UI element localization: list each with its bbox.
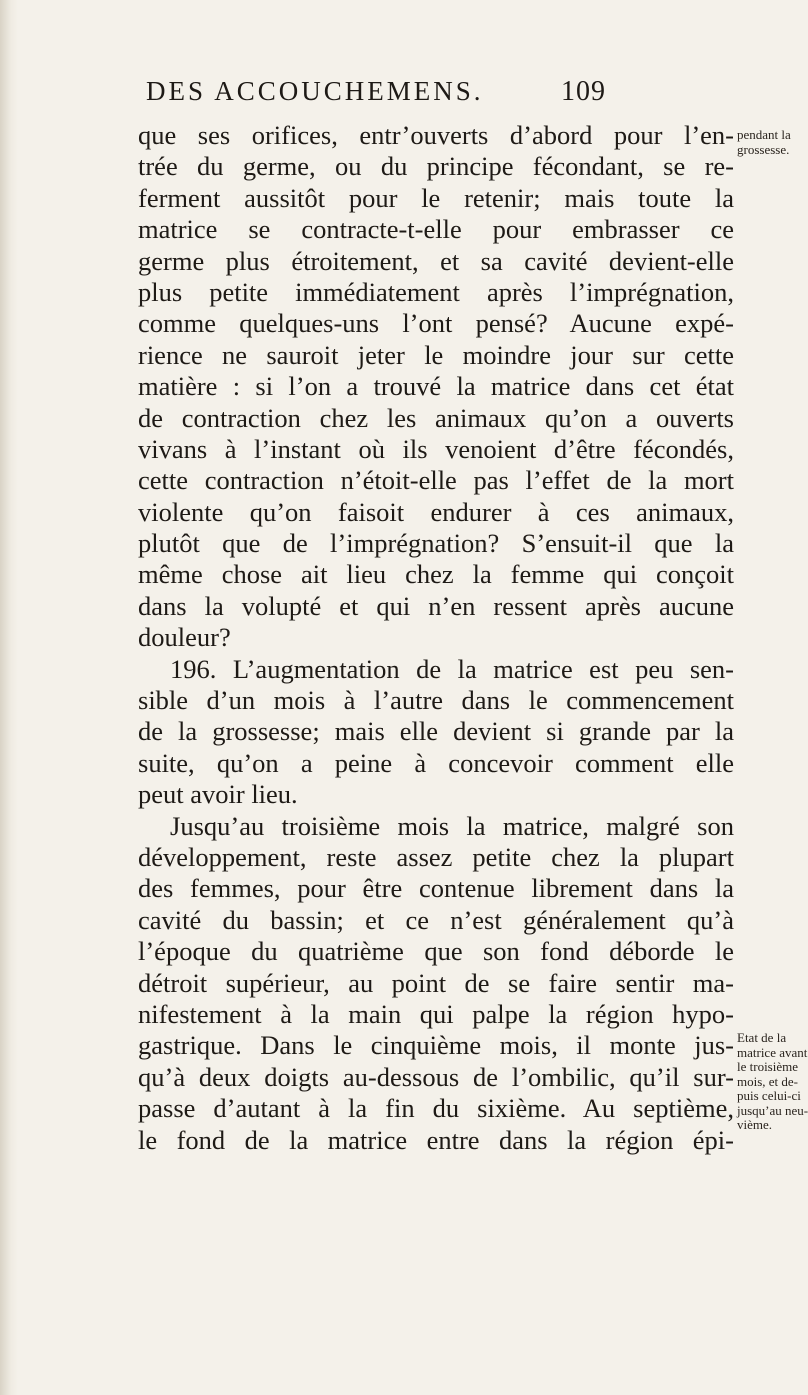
margin-note-line: matrice avant [737, 1044, 808, 1060]
text-line: même chose ait lieu chez la femme qui conçoit [138, 559, 734, 590]
text-line: peut avoir lieu. [138, 779, 298, 810]
text-line: ferment aussitôt pour le retenir; mais toute la [138, 182, 734, 213]
text-line: comme quelques-uns l’ont pensé? Aucune expé- [138, 308, 734, 339]
page-number: 109 [561, 76, 606, 107]
text-line: l’époque du quatrième que son fond déborde le [138, 936, 734, 967]
running-head [146, 76, 606, 108]
text-line: sible d’un mois à l’autre dans le commencement [138, 685, 734, 716]
text-line: matrice se contracte-t-elle pour embrasser ce [138, 214, 734, 245]
margin-note-etat-de-la-matrice [737, 1030, 808, 1133]
text-line: vivans à l’instant où ils venoient d’être fécondés, [138, 433, 734, 464]
text-line: des femmes, pour être contenue librement dans la [138, 873, 734, 904]
margin-note-line: le troisième [737, 1059, 799, 1074]
text-line: Jusqu’au troisième mois la matrice, malgré son [170, 810, 734, 841]
text-line: 196. L’augmentation de la matrice est peu sen- [170, 653, 734, 684]
margin-note-line: puis celui-ci [737, 1088, 801, 1103]
text-line: que ses orifices, entr’ouverts d’abord pour l’en- [138, 120, 734, 150]
text-line: violente qu’on faisoit endurer à ces animaux, [138, 496, 734, 527]
text-line: le fond de la matrice entre dans la région épi- [138, 1124, 734, 1155]
text-line: qu’à deux doigts au-dessous de l’ombilic, qu’il sur- [138, 1061, 734, 1092]
text-line: plutôt que de l’imprégnation? S’ensuit-il que la [138, 528, 734, 559]
text-line: dans la volupté et qui n’en ressent après aucune [138, 590, 734, 621]
text-line: matière : si l’on a trouvé la matrice dans cet état [138, 371, 734, 402]
margin-note-line: pendant la [737, 127, 791, 142]
running-title: DES ACCOUCHEMENS. [146, 76, 484, 106]
body-text [138, 120, 734, 1156]
text-line: de contraction chez les animaux qu’on a ouverts [138, 402, 734, 433]
text-line: cavité du bassin; et ce n’est généralement qu’à [138, 904, 734, 935]
text-line: passe d’autant à la fin du sixième. Au septième, [138, 1093, 734, 1124]
binding-edge [0, 0, 18, 1395]
text-line: suite, qu’on a peine à concevoir comment elle [138, 747, 734, 778]
text-line: de la grossesse; mais elle devient si grande par la [138, 716, 734, 747]
margin-note-line: jusqu’au neu- [737, 1102, 808, 1118]
margin-note-line: vième. [737, 1117, 773, 1132]
text-line: douleur? [138, 622, 231, 653]
text-line: gastrique. Dans le cinquième mois, il monte jus- [138, 1030, 734, 1061]
text-line: trée du germe, ou du principe fécondant, se re- [138, 151, 734, 182]
margin-note-line: mois, et de- [737, 1073, 799, 1089]
margin-note-line: Etat de la [737, 1030, 787, 1045]
text-line: développement, reste assez petite chez la plupart [138, 841, 734, 872]
text-line: détroit supérieur, au point de se faire sentir ma- [138, 967, 734, 998]
margin-note-line: grossesse. [737, 141, 790, 157]
margin-note-pendant-la-grossesse [737, 128, 797, 157]
text-line: nifestement à la main qui palpe la région hypo- [138, 998, 734, 1029]
text-line: rience ne sauroit jeter le moindre jour sur cette [138, 339, 734, 370]
text-line: plus petite immédiatement après l’imprégnation, [138, 276, 734, 307]
text-line: cette contraction n’étoit-elle pas l’effet de la mort [138, 465, 734, 496]
text-line: germe plus étroitement, et sa cavité devient-elle [138, 245, 734, 276]
